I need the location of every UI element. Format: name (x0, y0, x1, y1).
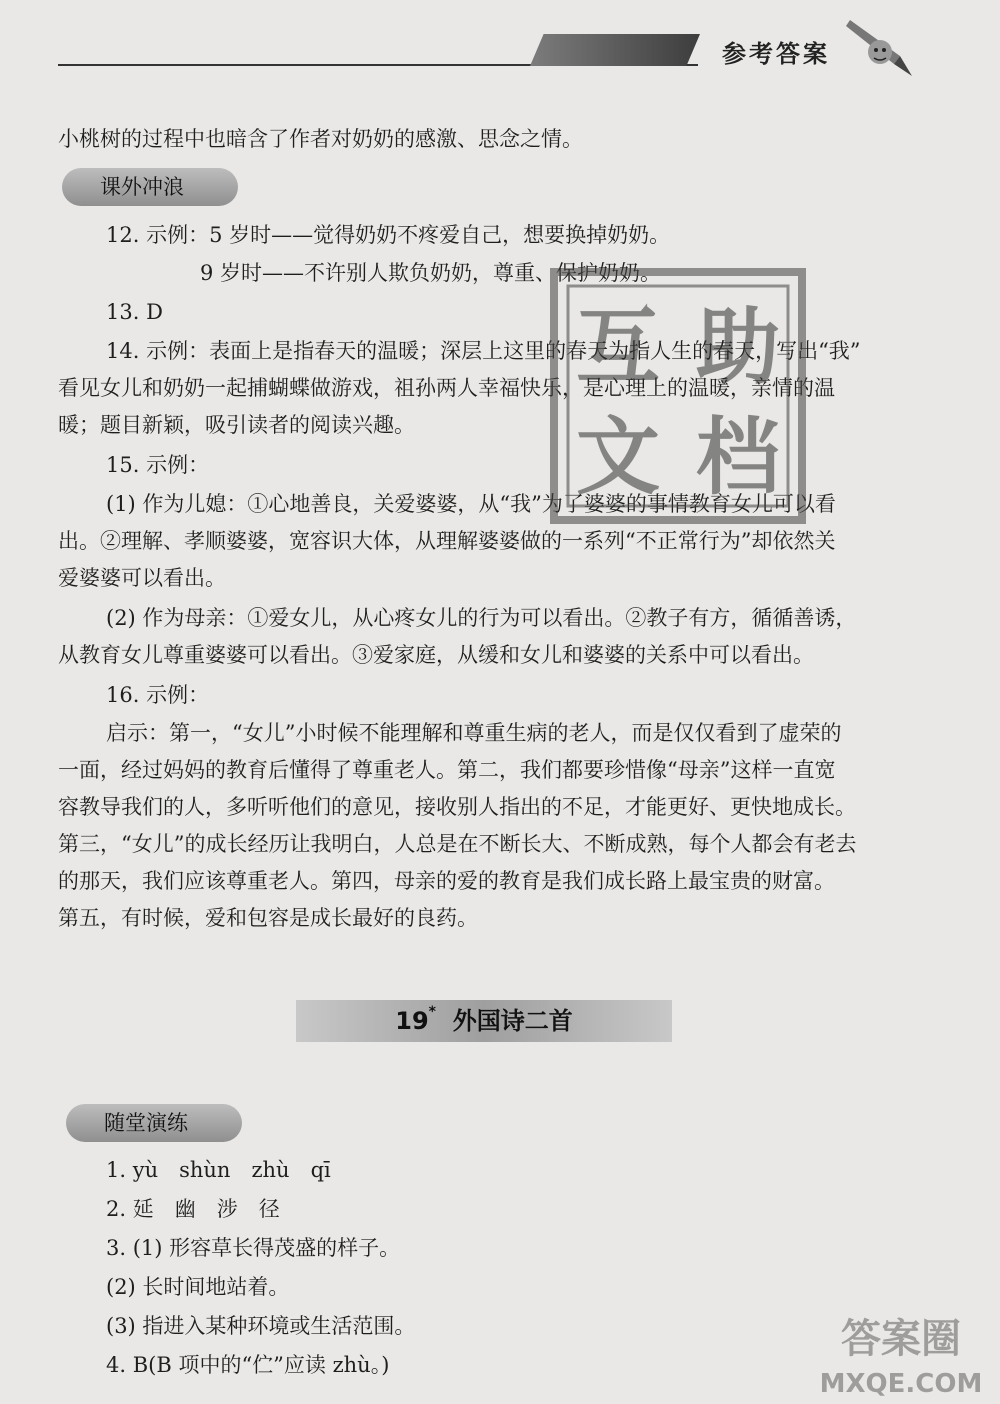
practice-answer-3-2: (2) 长时间地站着。 (106, 1275, 290, 1299)
answer-14-line-2: 看见女儿和奶奶一起捕蝴蝶做游戏，祖孙两人幸福快乐，是心理上的温暖，亲情的温 (58, 376, 835, 400)
practice-answer-3-1: 3. (1) 形容草长得茂盛的样子。 (106, 1236, 401, 1260)
answer-15-1-line-1: (1) 作为儿媳：①心地善良，关爱婆婆，从“我”为了婆婆的事情教育女儿可以看 (106, 492, 836, 516)
chapter-title: 外国诗二首 (452, 1007, 573, 1035)
chapter-heading (296, 1000, 672, 1042)
answer-15-heading: 15. 示例： (106, 453, 210, 477)
answer-16-line-1: 启示：第一，“女儿”小时候不能理解和尊重生病的老人，而是仅仅看到了虚荣的 (106, 721, 842, 745)
answer-13: 13. D (106, 300, 163, 324)
header-tab-decoration (530, 34, 700, 66)
answer-16-line-2: 一面，经过妈妈的教育后懂得了尊重老人。第二，我们都要珍惜像“母亲”这样一直宽 (58, 758, 836, 782)
watermark-top-text: 答案圈 (841, 1316, 961, 1362)
stamp-char-4: 档 (695, 408, 781, 506)
stamp-char-1: 互 (575, 298, 661, 396)
stamp-watermark (548, 266, 808, 526)
answer-15-1-line-2: 出。②理解、孝顺婆婆，宽容识大体，从理解婆婆做的一系列“不正常行为”却依然关 (58, 529, 836, 553)
intro-line: 小桃树的过程中也暗含了作者对奶奶的感激、思念之情。 (58, 127, 583, 151)
section-label-extracurricular: 课外冲浪 (62, 168, 238, 206)
practice-answer-2: 2. 延 幽 涉 径 (106, 1197, 280, 1221)
pencil-mascot-icon (840, 12, 920, 84)
practice-answer-1: 1. yù shùn zhù qī (106, 1158, 331, 1182)
answer-16-line-6: 第五，有时候，爱和包容是成长最好的良药。 (58, 906, 478, 930)
stamp-char-3: 文 (575, 408, 661, 506)
answer-16-line-3: 容教导我们的人，多听听他们的意见，接收别人指出的不足，才能更好、更快地成长。 (58, 795, 856, 819)
answer-15-2-line-2: 从教育女儿尊重婆婆可以看出。③爱家庭，从缓和女儿和婆婆的关系中可以看出。 (58, 643, 814, 667)
answer-16-line-4: 第三，“女儿”的成长经历让我明白，人总是在不断长大、不断成熟，每个人都会有老去 (58, 832, 857, 856)
answer-14-line-1: 14. 示例：表面上是指春天的温暖；深层上这里的春天为指人生的春天，写出“我” (106, 339, 861, 363)
answer-15-2-line-1: (2) 作为母亲：①爱女儿，从心疼女儿的行为可以看出。②教子有方，循循善诱， (106, 606, 857, 630)
answer-12-line-2: 9 岁时——不许别人欺负奶奶，尊重、保护奶奶。 (200, 261, 662, 285)
answer-16-heading: 16. 示例： (106, 683, 210, 707)
answer-14-line-3: 暖；题目新颖，吸引读者的阅读兴趣。 (58, 413, 415, 437)
practice-answer-4: 4. B(B 项中的“伫”应读 zhù。) (106, 1353, 390, 1377)
section-label-practice: 随堂演练 (66, 1104, 242, 1142)
chapter-mark: * (428, 1004, 436, 1020)
chapter-number: 19 (395, 1007, 429, 1035)
watermark-bottom-text: MXQE.COM (819, 1369, 983, 1399)
page-header-title: 参考答案 (722, 40, 830, 68)
answer-16-line-5: 的那天，我们应该尊重老人。第四，母亲的爱的教育是我们成长路上最宝贵的财富。 (58, 869, 835, 893)
practice-answer-3-3: (3) 指进入某种环境或生活范围。 (106, 1314, 416, 1338)
site-watermark-logo (806, 1300, 986, 1400)
answer-12-line-1: 12. 示例：5 岁时——觉得奶奶不疼爱自己，想要换掉奶奶。 (106, 223, 671, 247)
stamp-char-2: 助 (695, 298, 781, 396)
answer-15-1-line-3: 爱婆婆可以看出。 (58, 566, 226, 590)
